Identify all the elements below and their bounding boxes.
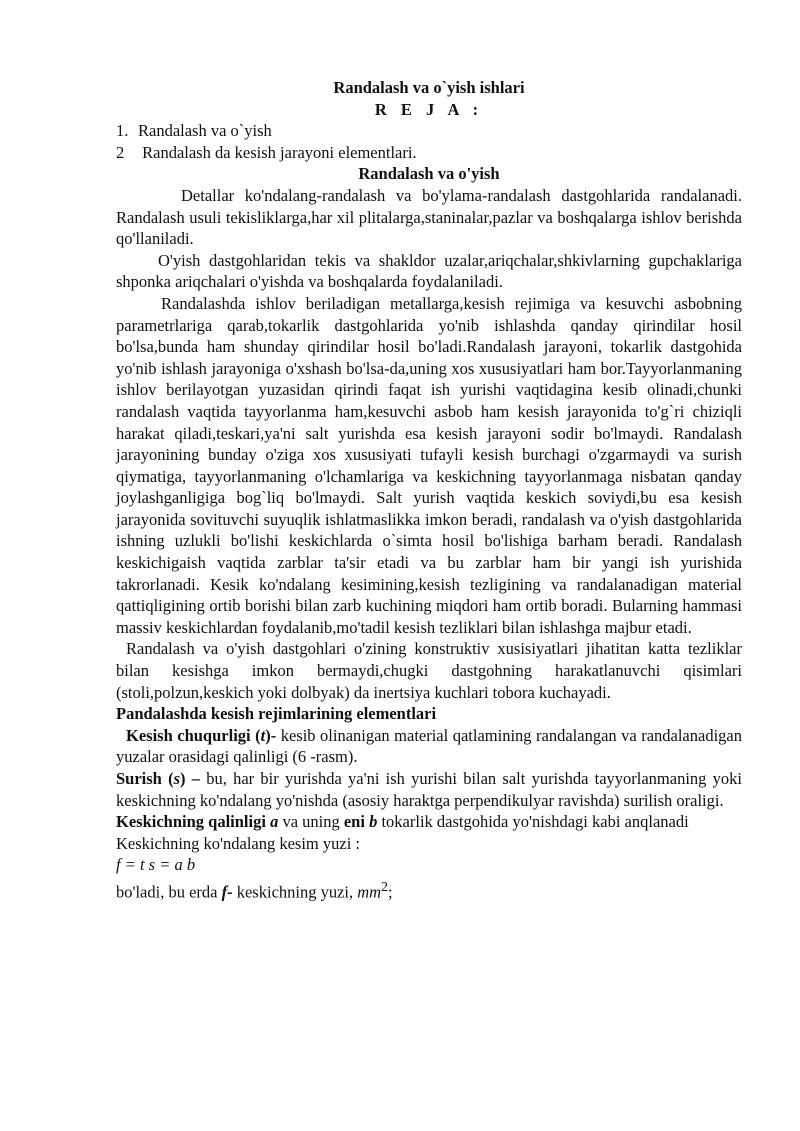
- feed-symbol: s: [173, 769, 181, 788]
- depth-text: kesib olinanigan material qatlamining randalangan va randalanadigan yuzalar orasidagi qalinligi (6 -rasm).: [116, 725, 742, 767]
- plan-item: [116, 142, 742, 164]
- thickness-symbol-b: b: [369, 812, 378, 832]
- unit-exponent: 2: [381, 878, 388, 894]
- section-title: Randalash va o'yish: [358, 164, 500, 184]
- feed-definition: [116, 768, 742, 811]
- plan-item-number: 1.: [116, 121, 129, 141]
- depth-term: Kesish chuqurligi (: [126, 725, 261, 745]
- document-title: Randalash va o`yish ishlari: [333, 78, 525, 97]
- thickness-text: tokarlik dastgohida yo'nishdagi kabi anqlanadi: [377, 812, 689, 832]
- document-page: [116, 77, 742, 903]
- paragraph-4: Randalash va o'yish dastgohlari o'zining konstruktiv xusisiyatlari jihatitan katta tezliklar bilan kesishga imkon bermaydi,chugki dastgohning harakatlanuvchi qisimlari (stoli,polzun,keskich yoki dolbyak) da inertsiya kuchlari tobora kuchayadi.: [116, 639, 742, 702]
- last-line-mid: keskichning yuzi,: [232, 882, 358, 902]
- subheading: [116, 703, 742, 725]
- thickness-term: Keskichning qalinligi: [116, 812, 266, 832]
- last-line-start: bo'ladi, bu erda: [116, 882, 222, 902]
- thickness-mid: va uning: [278, 812, 344, 832]
- unit: mm: [357, 882, 382, 902]
- last-line: [116, 876, 742, 903]
- plan-item-text: Randalash va o`yish: [138, 121, 272, 141]
- feed-term: Surish (: [116, 769, 174, 788]
- cross-section-line: Keskichning ko'ndalang kesim yuzi :: [116, 833, 361, 853]
- last-line-symbol: f-: [221, 882, 233, 902]
- depth-term-end: )-: [265, 725, 277, 745]
- depth-definition: [116, 725, 742, 768]
- plan-item-text: Randalash da kesish jarayoni elementlari.: [138, 142, 417, 162]
- plan-item-number: 2: [116, 142, 125, 162]
- last-line-end: ;: [387, 882, 393, 902]
- subheading-text: Pandalashda kesish rejimlarining elementlari: [116, 704, 437, 724]
- plan-item: [116, 120, 742, 142]
- plan-heading: R E J A :: [374, 99, 484, 119]
- formula: f = t s = a b: [116, 855, 196, 875]
- paragraph-2: O'yish dastgohlaridan tekis va shakldor uzalar,ariqchalar,shkivlarning gupchaklariga shponka ariqchalari o'yishda va boshqalarda foydalaniladi.: [116, 250, 742, 292]
- paragraph-1: Detallar ko'ndalang-randalash va bo'ylama-randalash dastgohlarida randalanadi. Randalash usuli tekisliklarga,har xil plitalarga,staninalar,pazlar va boshqalarga ishlov berishda qo'llaniladi.: [116, 185, 742, 249]
- feed-term-end: ) –: [180, 769, 200, 788]
- width-term: eni: [343, 812, 365, 832]
- feed-text: bu, har bir yurishda ya'ni ish yurishi bilan salt yurishda tayyorlanmaning yoki keskichning ko'ndalang yo'nishda (asosiy haraktga perpendikulyar ravishda) surilish oraligi.: [116, 769, 742, 810]
- thickness-symbol-a: a: [270, 812, 279, 832]
- thickness-definition: [116, 811, 742, 833]
- depth-symbol: t: [260, 725, 266, 745]
- paragraph-3: Randalashda ishlov beriladigan metallarga,kesish rejimiga va kesuvchi asbobning parametrlariga qarab,tokarlik dastgohlarida yo'nib ishlashda qanday qirindilar hosil bo'lsa,bunda ham shunday qirindilar hosil bo'ladi.Randalash jarayoni, tokarlik dastgohida yo'nib ishlash jarayoniga o'xshash bo'lsa-da,uning xos xususiyatlari ham bor.Tayyorlanmaning ishlov berilayotgan yuzasidan qirindi faqat ish yurishi vaqtidagina kesib olinadi,chunki randalash vaqtida tayyorlanma ham,kesuvchi asbob ham kesish jarayonida to'g`ri chiziqli harakat qiladi,teskari,ya'ni salt yurishda esa kesish jarayoni sodir bo'lmaydi. Randalash jarayonining bunday o'ziga xos xususiyati tufayli kesish burchagi o'zgarmaydi va surish qiymatiga, tayyorlanmaning o'lchamlariga va keskichning tayyorlanmaga nisbatan qanday joylashganligiga bog`liq bo'lmaydi. Salt yurish vaqtida keskich soviydi,bu esa kesish jarayonida sovituvchi suyuqlik ishlatmaslikka imkon beradi, randalash va o'yish dastgohlarida ishning uzlukli bo'lishi keskichlarda o`simta hosil bo'lishiga barham beradi. Randalash keskichigaish vaqtida zarblar ta'sir etadi va bu zarblar ham bir yangi ish yurishida takrorlanadi. Kesik ko'ndalang kesimining,kesish tezligining va randalanadigan material qattiqligining ortib borishi bilan zarb kuchining miqdori ham ortib boradi. Bularning hammasi massiv keskichlardan foydalanib,mo'tadil kesish tezliklari bilan ishlashga majbur etadi.: [116, 293, 742, 637]
